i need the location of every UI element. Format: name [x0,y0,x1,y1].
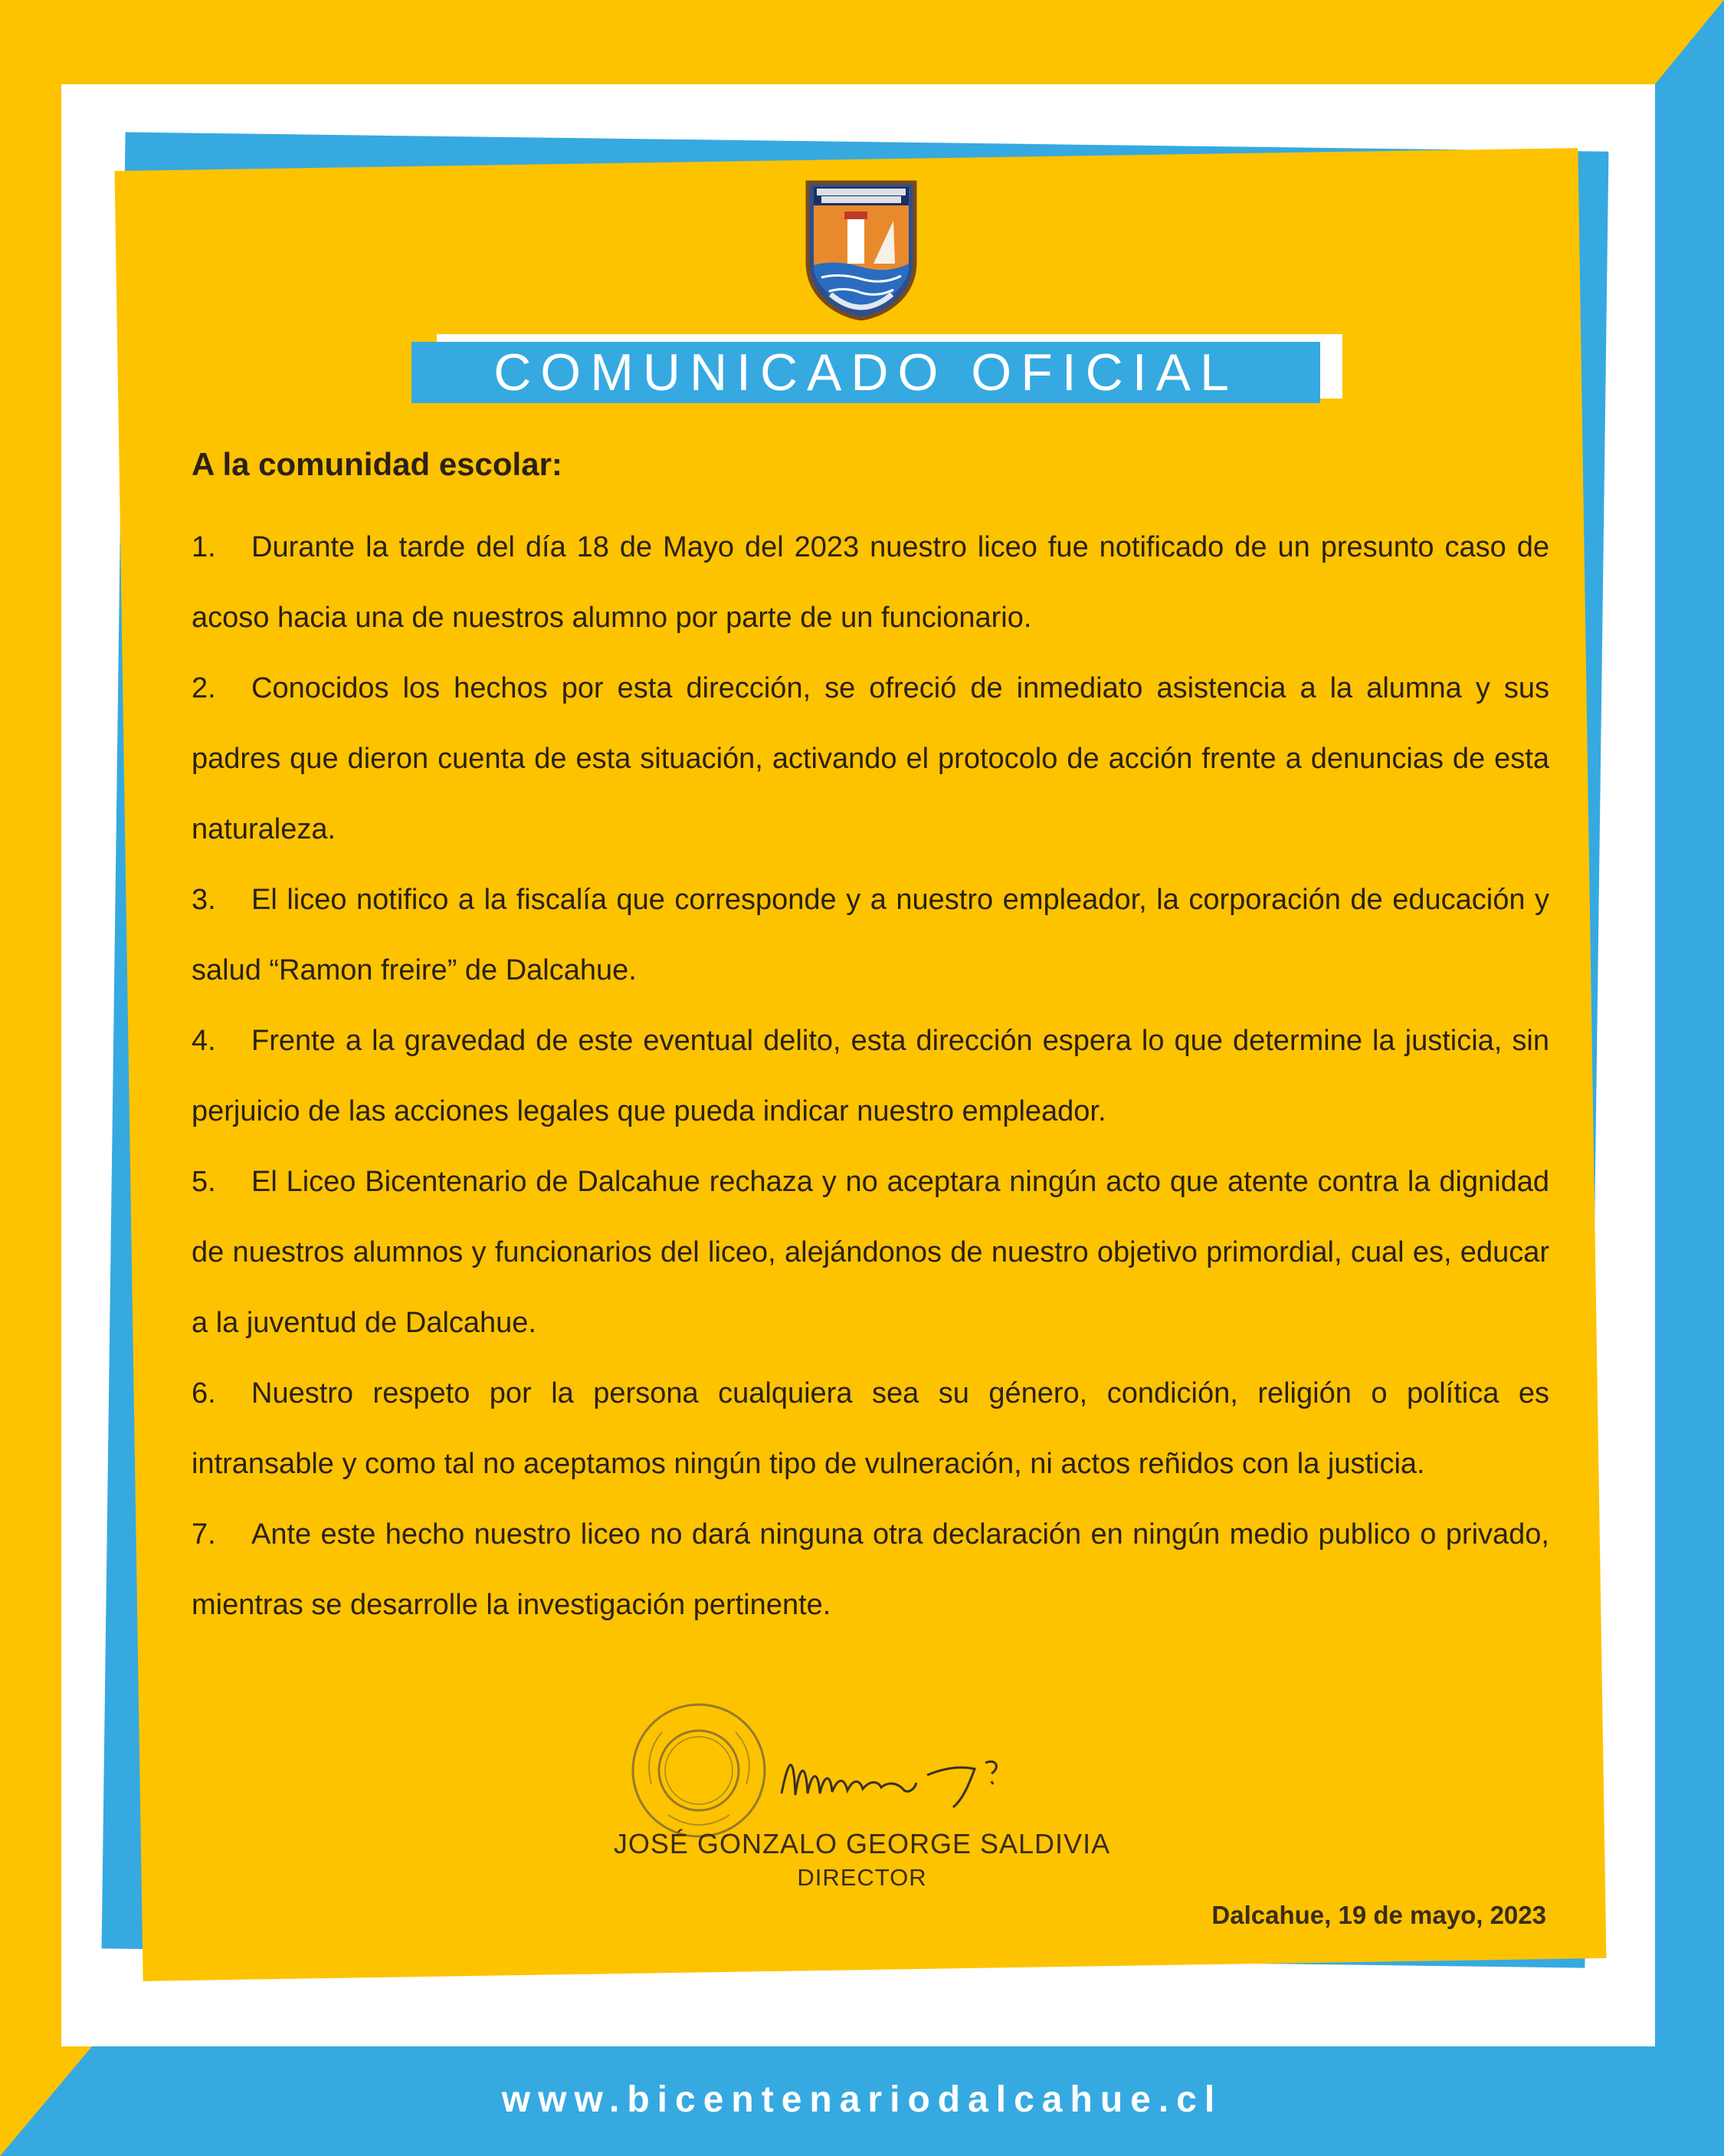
item-text: Durante la tarde del día 18 de Mayo del 2023 nuestro liceo fue notificado de un presunto caso de acoso hacia una de nuestros alumno por parte de un funcionario. [192,531,1549,634]
page-title: COMUNICADO OFICIAL [493,343,1238,402]
signatory-role: DIRECTOR [797,1864,927,1891]
item-text: Frente a la gravedad de este eventual delito, esta dirección espera lo que determine la justicia, sin perjuicio de las acciones legales que pueda indicar nuestro empleador. [192,1025,1549,1127]
item-text: El Liceo Bicentenario de Dalcahue rechaza y no aceptara ningún acto que atente contra la dignidad de nuestros alumnos y funcionarios del liceo, alejándonos de nuestro objetivo primordial, cual es, educar a la juventud de Dalcahue. [192,1166,1549,1339]
list-item [192,1358,1549,1499]
item-number: 1. [192,531,216,563]
item-text: Ante este hecho nuestro liceo no dará ninguna otra declaración en ningún medio publico o privado, mientras se desarrolle la investigación pertinente. [192,1518,1549,1621]
list-item [192,1499,1549,1640]
item-number: 6. [192,1377,216,1409]
list-item [192,865,1549,1006]
item-text: Conocidos los hechos por esta dirección, se ofreció de inmediato asistencia a la alumna y sus padres que dieron cuenta de esta situación, activando el protocolo de acción frente a denuncias de esta naturaleza. [192,672,1549,845]
item-number: 5. [192,1166,216,1198]
item-number: 4. [192,1025,216,1057]
item-text: El liceo notifico a la fiscalía que corresponde y a nuestro empleador, la corporación de educación y salud “Ramon freire” de Dalcahue. [192,884,1549,986]
item-number: 2. [192,672,216,704]
list-item [192,653,1549,865]
list-item [192,1147,1549,1358]
signatory-name: JOSÉ GONZALO GEORGE SALDIVIA [613,1828,1111,1859]
list-item [192,512,1549,653]
item-text: Nuestro respeto por la persona cualquiera sea su género, condición, religión o política es intransable y como tal no aceptamos ningún tipo de vulneración, ni actos reñidos con la justicia. [192,1377,1549,1480]
communique-body [192,445,1549,1640]
official-stamp [628,1700,769,1841]
document-date: Dalcahue, 19 de mayo, 2023 [1211,1901,1546,1929]
item-number: 3. [192,884,216,916]
school-crest-logo [803,179,919,320]
signature-scribble [774,1740,1027,1816]
greeting: A la comunidad escolar: [192,446,562,482]
title-banner [411,342,1320,403]
item-number: 7. [192,1518,216,1551]
list-item [192,1006,1549,1147]
website-link[interactable]: www.bicentenariodalcahue.cl [501,2079,1223,2120]
